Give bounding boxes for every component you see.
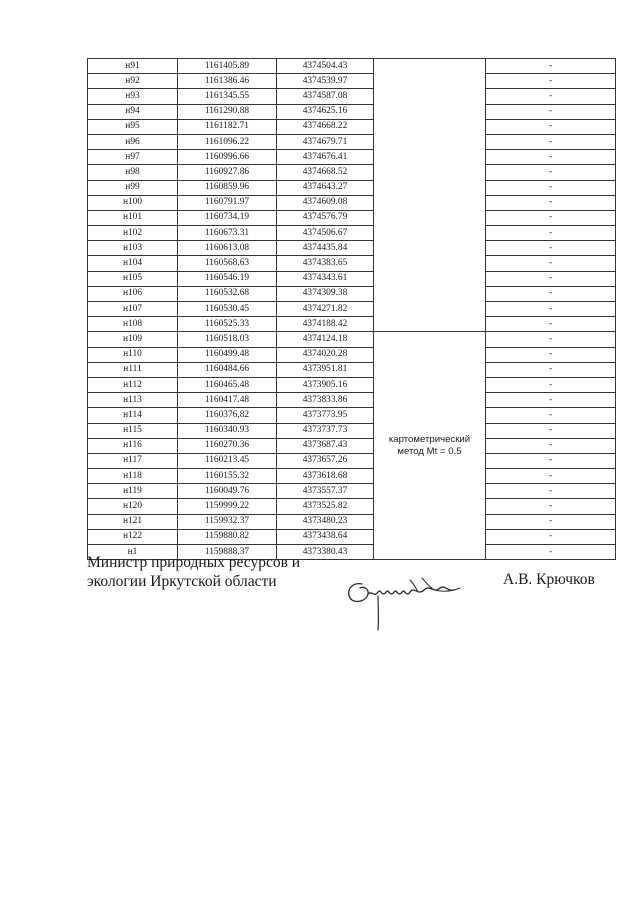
method-accuracy: метод Mt = 0.5 <box>397 445 462 457</box>
coord-y: 4374668.52 <box>277 165 374 180</box>
table-row <box>88 362 616 377</box>
point-id: н102 <box>88 226 178 241</box>
coord-y: 4374587.08 <box>277 89 374 104</box>
accuracy-value: - <box>486 469 616 484</box>
table-row <box>88 438 616 453</box>
table-row <box>88 286 616 301</box>
coord-y: 4374271.82 <box>277 302 374 317</box>
accuracy-value: - <box>486 180 616 195</box>
table-row <box>88 210 616 225</box>
signatory-name: А.В. Крючков <box>503 571 595 588</box>
point-id: н121 <box>88 514 178 529</box>
point-id: н104 <box>88 256 178 271</box>
coord-y: 4374124.18 <box>277 332 374 347</box>
table-row <box>88 484 616 499</box>
method-cell-empty <box>374 195 486 210</box>
accuracy-value: - <box>486 393 616 408</box>
table-row <box>88 134 616 149</box>
accuracy-value: - <box>486 165 616 180</box>
coord-x: 1160518.03 <box>178 332 277 347</box>
coord-x: 1160613.08 <box>178 241 277 256</box>
accuracy-value: - <box>486 74 616 89</box>
coord-x: 1160499.48 <box>178 347 277 362</box>
point-id: н103 <box>88 241 178 256</box>
accuracy-value: - <box>486 545 616 560</box>
point-id: н93 <box>88 89 178 104</box>
coord-x: 1160532.68 <box>178 286 277 301</box>
coord-y: 4373951.81 <box>277 362 374 377</box>
coord-y: 4373833.86 <box>277 393 374 408</box>
point-id: н100 <box>88 195 178 210</box>
coord-x: 1160530.45 <box>178 302 277 317</box>
table-row <box>88 271 616 286</box>
point-id: н118 <box>88 469 178 484</box>
accuracy-value: - <box>486 362 616 377</box>
coord-x: 1161182.71 <box>178 119 277 134</box>
point-id: н97 <box>88 150 178 165</box>
table-row <box>88 195 616 210</box>
accuracy-value: - <box>486 317 616 332</box>
coord-x: 1160859.96 <box>178 180 277 195</box>
accuracy-value: - <box>486 453 616 468</box>
coord-x: 1159888.37 <box>178 545 277 560</box>
point-id: н101 <box>88 210 178 225</box>
coord-x: 1159932.37 <box>178 514 277 529</box>
accuracy-value: - <box>486 150 616 165</box>
coord-x: 1160465.48 <box>178 377 277 392</box>
table-row <box>88 165 616 180</box>
method-cell-empty <box>374 59 486 74</box>
table-row <box>88 377 616 392</box>
table-row <box>88 59 616 74</box>
accuracy-value: - <box>486 408 616 423</box>
table-row <box>88 74 616 89</box>
coord-y: 4374609.08 <box>277 195 374 210</box>
accuracy-value: - <box>486 134 616 149</box>
method-cell-empty <box>374 104 486 119</box>
point-id: н99 <box>88 180 178 195</box>
coord-y: 4373657.26 <box>277 453 374 468</box>
coord-y: 4374309.38 <box>277 286 374 301</box>
point-id: н96 <box>88 134 178 149</box>
accuracy-value: - <box>486 514 616 529</box>
coord-x: 1160568.63 <box>178 256 277 271</box>
point-id: н109 <box>88 332 178 347</box>
signatory-position-line-2: экологии Иркутской области <box>87 573 277 590</box>
point-id: н115 <box>88 423 178 438</box>
method-cell-empty <box>374 256 486 271</box>
coord-x: 1161345.55 <box>178 89 277 104</box>
table-row <box>88 256 616 271</box>
method-name: картометрический <box>388 433 471 445</box>
coord-y: 4373557.37 <box>277 484 374 499</box>
method-cell-empty <box>374 302 486 317</box>
accuracy-value: - <box>486 286 616 301</box>
coord-y: 4374504.43 <box>277 59 374 74</box>
point-id: н94 <box>88 104 178 119</box>
accuracy-value: - <box>486 256 616 271</box>
method-cell-empty <box>374 180 486 195</box>
point-id: н95 <box>88 119 178 134</box>
coord-x: 1161405.89 <box>178 59 277 74</box>
accuracy-value: - <box>486 484 616 499</box>
point-id: н117 <box>88 453 178 468</box>
method-cell-empty <box>374 271 486 286</box>
signatory-position <box>87 553 300 591</box>
coord-x: 1159999.22 <box>178 499 277 514</box>
point-id: н111 <box>88 362 178 377</box>
method-cell-empty <box>374 134 486 149</box>
coord-x: 1160927.86 <box>178 165 277 180</box>
accuracy-value: - <box>486 59 616 74</box>
handwritten-signature <box>338 570 468 634</box>
table-row <box>88 226 616 241</box>
accuracy-value: - <box>486 347 616 362</box>
accuracy-value: - <box>486 302 616 317</box>
point-id: н91 <box>88 59 178 74</box>
accuracy-value: - <box>486 89 616 104</box>
coord-y: 4373737.73 <box>277 423 374 438</box>
coord-y: 4374188.42 <box>277 317 374 332</box>
accuracy-value: - <box>486 271 616 286</box>
accuracy-value: - <box>486 377 616 392</box>
coord-y: 4374643.27 <box>277 180 374 195</box>
accuracy-value: - <box>486 226 616 241</box>
table-row <box>88 150 616 165</box>
point-id: н122 <box>88 529 178 544</box>
coord-x: 1161096.22 <box>178 134 277 149</box>
coord-x: 1160376.82 <box>178 408 277 423</box>
point-id: н116 <box>88 438 178 453</box>
coord-y: 4373905.16 <box>277 377 374 392</box>
point-id: н112 <box>88 377 178 392</box>
point-id: н98 <box>88 165 178 180</box>
coord-y: 4374625.16 <box>277 104 374 119</box>
table-row <box>88 317 616 332</box>
coord-y: 4373438.64 <box>277 529 374 544</box>
table-row <box>88 453 616 468</box>
method-cell-empty <box>374 241 486 256</box>
table-row <box>88 423 616 438</box>
coord-y: 4373480.23 <box>277 514 374 529</box>
coord-x: 1160340.93 <box>178 423 277 438</box>
coord-x: 1160673.31 <box>178 226 277 241</box>
accuracy-value: - <box>486 423 616 438</box>
coord-y: 4374020.28 <box>277 347 374 362</box>
accuracy-value: - <box>486 210 616 225</box>
point-id: н107 <box>88 302 178 317</box>
coordinates-table <box>87 58 616 560</box>
coord-y: 4374343.61 <box>277 271 374 286</box>
method-cell-empty <box>374 150 486 165</box>
coord-x: 1160791.97 <box>178 195 277 210</box>
coord-y: 4374506.67 <box>277 226 374 241</box>
coord-x: 1160996.66 <box>178 150 277 165</box>
coord-x: 1160213.45 <box>178 453 277 468</box>
method-cell-empty <box>374 89 486 104</box>
coord-y: 4374539.97 <box>277 74 374 89</box>
method-cell <box>374 332 486 560</box>
coord-y: 4374435.84 <box>277 241 374 256</box>
table-row <box>88 529 616 544</box>
point-id: н108 <box>88 317 178 332</box>
coord-x: 1159880.82 <box>178 529 277 544</box>
accuracy-value: - <box>486 241 616 256</box>
point-id: н119 <box>88 484 178 499</box>
coordinates-table-body <box>88 59 616 560</box>
point-id: н120 <box>88 499 178 514</box>
table-row <box>88 347 616 362</box>
coord-x: 1160417.48 <box>178 393 277 408</box>
coord-y: 4373380.43 <box>277 545 374 560</box>
coord-y: 4374676.41 <box>277 150 374 165</box>
method-cell-empty <box>374 165 486 180</box>
coord-x: 1160049.76 <box>178 484 277 499</box>
table-row <box>88 393 616 408</box>
accuracy-value: - <box>486 499 616 514</box>
table-row <box>88 241 616 256</box>
table-row <box>88 119 616 134</box>
table-row <box>88 104 616 119</box>
coord-y: 4374679.71 <box>277 134 374 149</box>
table-row <box>88 180 616 195</box>
coord-y: 4373773.95 <box>277 408 374 423</box>
point-id: н106 <box>88 286 178 301</box>
point-id: н113 <box>88 393 178 408</box>
coord-x: 1160546.19 <box>178 271 277 286</box>
table-row <box>88 332 616 347</box>
coord-x: 1161386.46 <box>178 74 277 89</box>
accuracy-value: - <box>486 529 616 544</box>
method-cell-empty <box>374 317 486 332</box>
coord-x: 1160270.36 <box>178 438 277 453</box>
table-row <box>88 469 616 484</box>
coord-x: 1160734.19 <box>178 210 277 225</box>
accuracy-value: - <box>486 104 616 119</box>
coord-x: 1160484.66 <box>178 362 277 377</box>
method-cell-empty <box>374 226 486 241</box>
coord-y: 4374576.79 <box>277 210 374 225</box>
method-cell-empty <box>374 74 486 89</box>
method-cell-empty <box>374 119 486 134</box>
point-id: н92 <box>88 74 178 89</box>
coord-x: 1160155.32 <box>178 469 277 484</box>
table-row <box>88 302 616 317</box>
coord-y: 4373618.68 <box>277 469 374 484</box>
signatory-position-line-1: Министр природных ресурсов и <box>87 554 301 571</box>
point-id: н1 <box>88 545 178 560</box>
table-row <box>88 499 616 514</box>
coord-y: 4373525.82 <box>277 499 374 514</box>
method-cell-empty <box>374 286 486 301</box>
coord-y: 4374383.65 <box>277 256 374 271</box>
table-row <box>88 514 616 529</box>
accuracy-value: - <box>486 438 616 453</box>
point-id: н105 <box>88 271 178 286</box>
coord-x: 1160525.33 <box>178 317 277 332</box>
accuracy-value: - <box>486 195 616 210</box>
method-cell-empty <box>374 210 486 225</box>
point-id: н110 <box>88 347 178 362</box>
point-id: н114 <box>88 408 178 423</box>
coord-x: 1161290.88 <box>178 104 277 119</box>
table-row <box>88 408 616 423</box>
accuracy-value: - <box>486 332 616 347</box>
coord-y: 4374668.22 <box>277 119 374 134</box>
table-row <box>88 89 616 104</box>
coord-y: 4373687.43 <box>277 438 374 453</box>
accuracy-value: - <box>486 119 616 134</box>
